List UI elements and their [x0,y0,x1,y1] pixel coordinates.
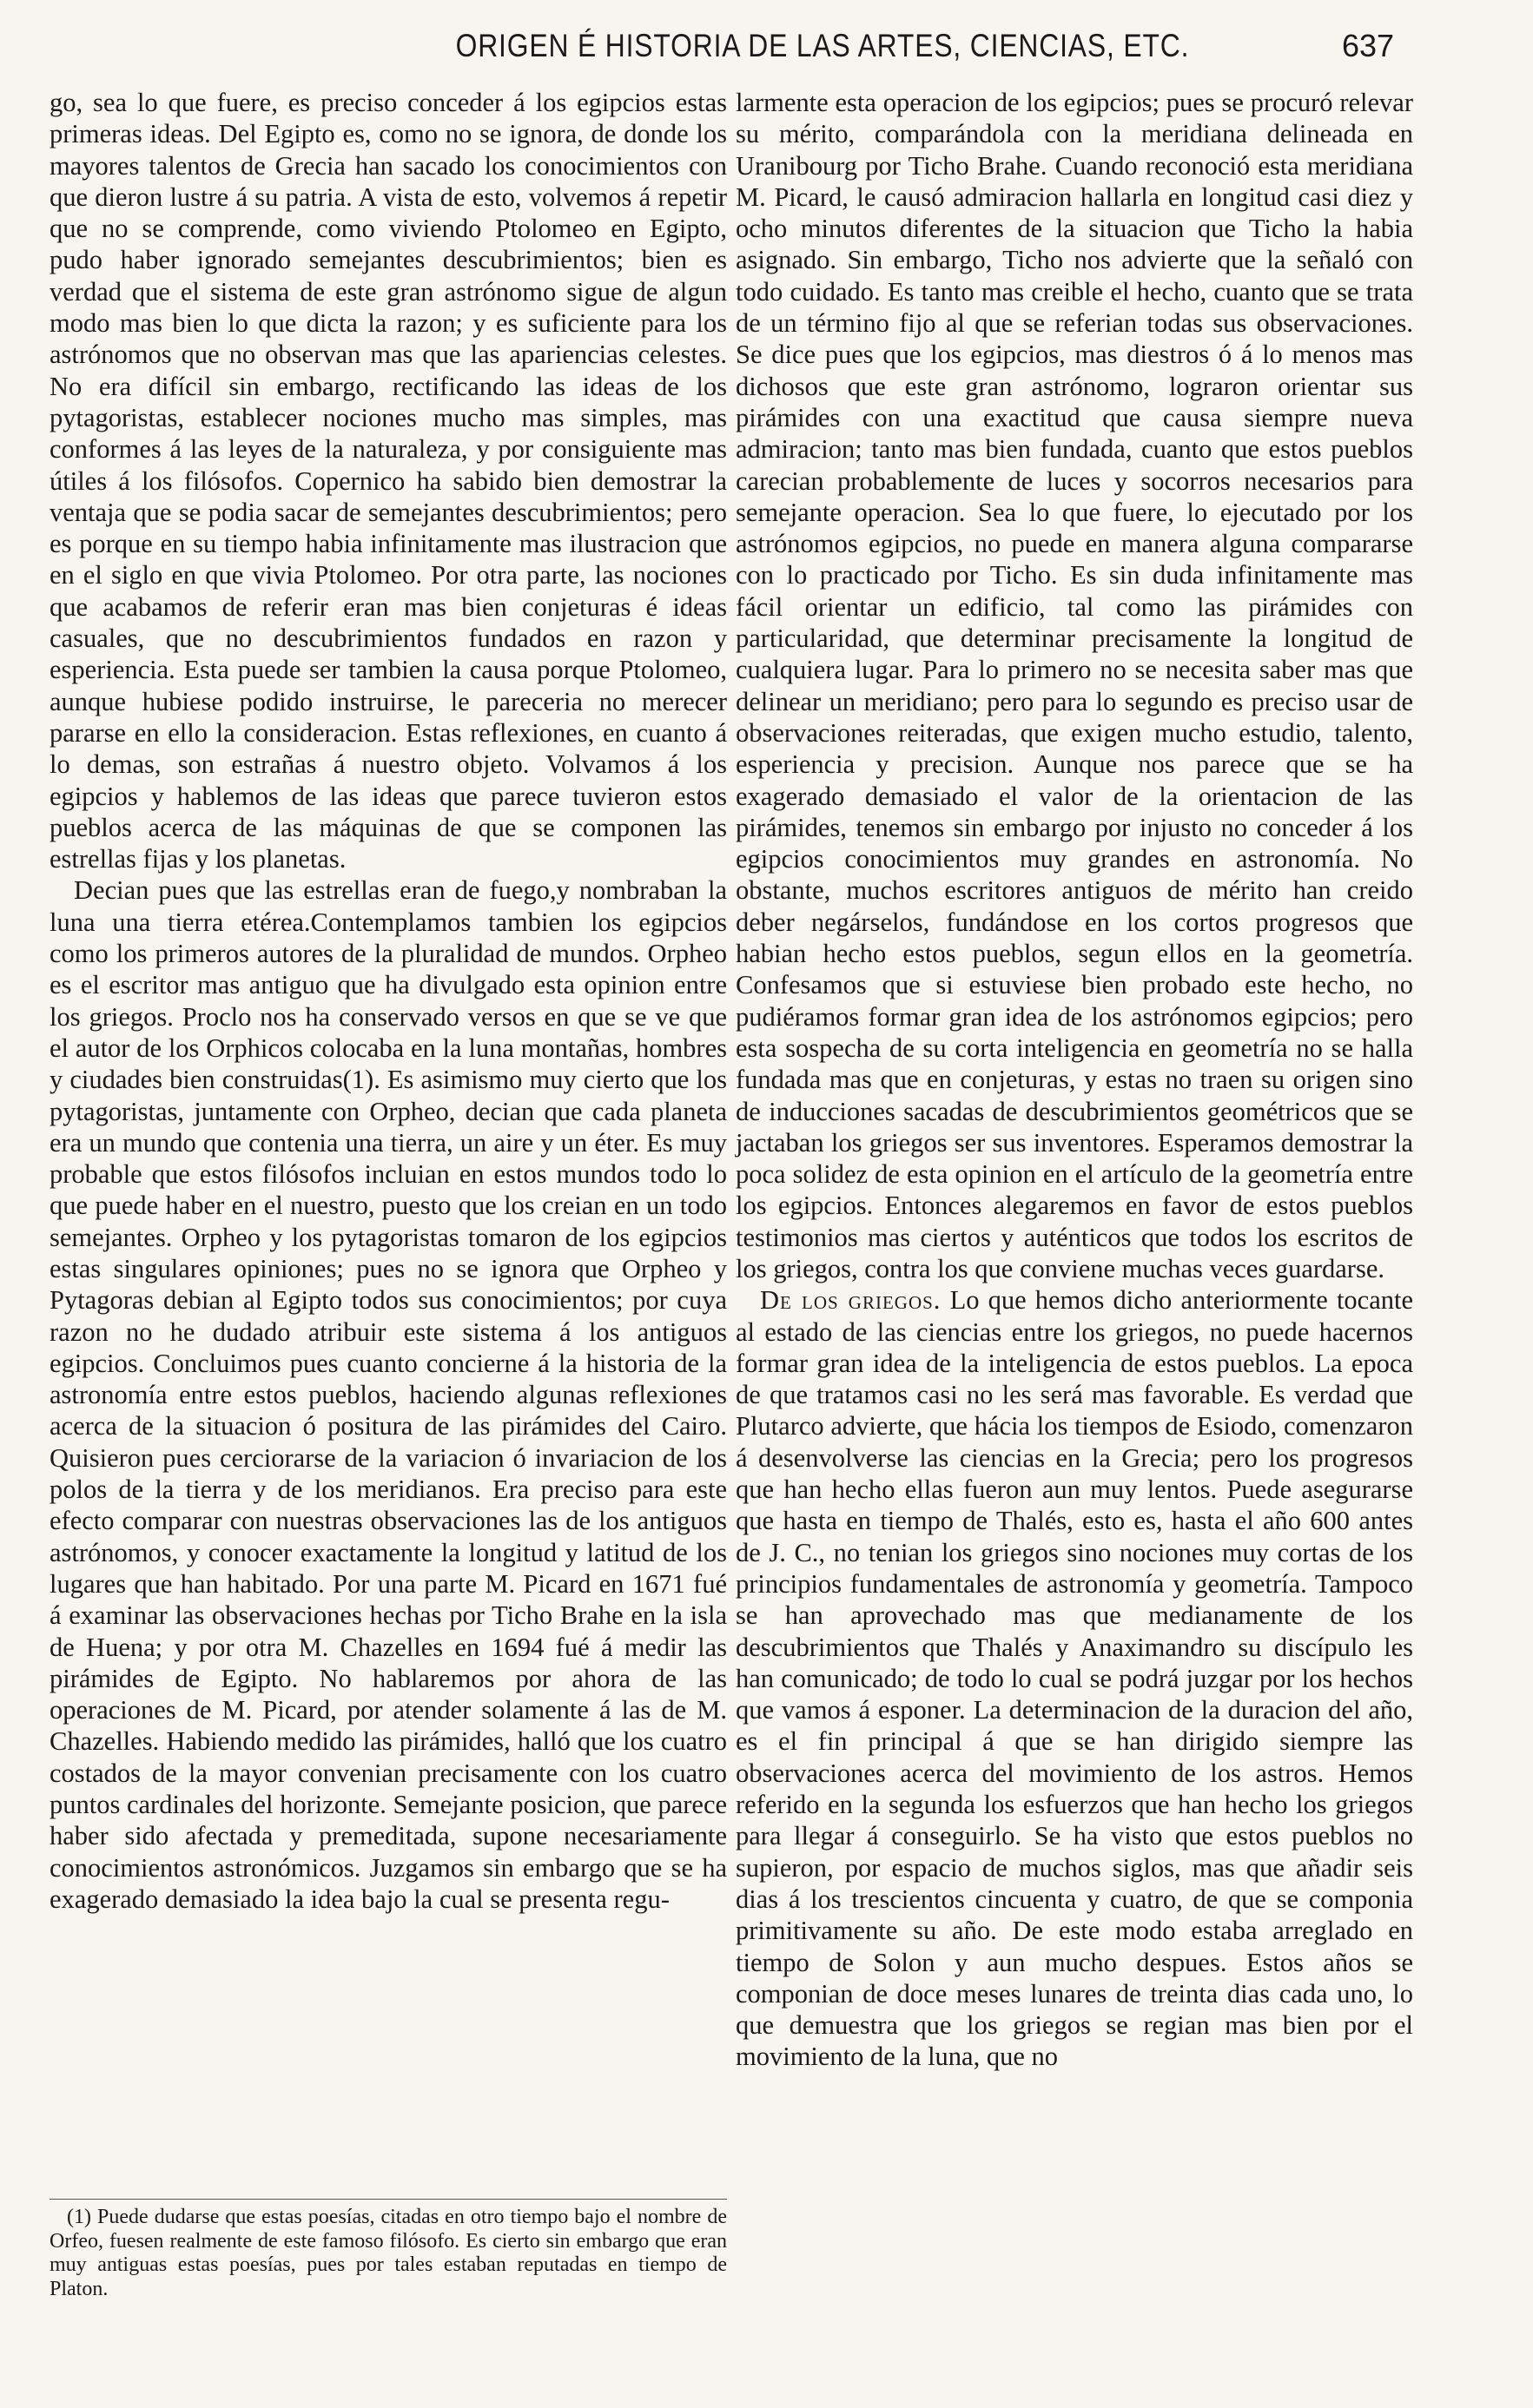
page-number: 637 [1342,28,1395,63]
right-column [736,87,1413,2073]
page-header [0,28,1533,80]
paragraph: go, sea lo que fuere, es preciso conceder á los egipcios estas primeras ideas. Del Egipto es, como no se ignora, de donde los mayores talentos de Grecia han sacado los conocimientos con que dieron lustre á su patria. A vista de esto, volvemos á repetir que no se comprende, como viviendo Ptolomeo en Egipto, pudo haber ignorado semejantes descubrimientos; bien es verdad que el sistema de este gran astrónomo sigue de algun modo mas bien lo que dicta la razon; y es suficiente para los astrónomos que no observan mas que las apariencias celestes. No era difícil sin embargo, rectificando las ideas de los pytagoristas, establecer nociones mucho mas simples, mas conformes á las leyes de la naturaleza, y por consiguiente mas útiles á los filósofos. Copernico ha sabido bien demostrar la ventaja que se podia sacar de semejantes descubrimientos; pero es porque en su tiempo habia infinitamente mas ilustracion que en el siglo en que vivia Ptolomeo. Por otra parte, las nociones que acabamos de referir eran mas bien conjeturas é ideas casuales, que no descubrimientos fundados en razon y esperiencia. Esta puede ser tambien la causa porque Ptolomeo, aunque hubiese podido instruirse, le pareceria no merecer pararse en ello la consideracion. Estas reflexiones, en cuanto á lo demas, son estrañas á nuestro objeto. Volvamos á los egipcios y hablemos de las ideas que parece tuvieron estos pueblos acerca de las máquinas de que se componen las estrellas fijas y los planetas. [50,88,727,874]
paragraph: larmente esta operacion de los egipcios; pues se procuró relevar su mérito, comparándola con la meridiana delineada en Uranibourg por Ticho Brahe. Cuando reconoció esta meridiana M. Picard, le causó admiracion hallarla en longitud casi diez y ocho minutos diferentes de la situacion que Ticho la habia asignado. Sin embargo, Ticho nos advierte que la señaló con todo cuidado. Es tanto mas creible el hecho, cuanto que se trata de un término fijo al que se referian todas sus observaciones. Se dice pues que los egipcios, mas diestros ó á lo menos mas dichosos que este gran astrónomo, lograron orientar sus pirámides con una exactitud que causa siempre nueva admiracion; tanto mas bien fundada, cuanto que estos pueblos carecian probablemente de luces y socorros necesarios para semejante operacion. Sea lo que fuere, lo ejecutado por los astrónomos egipcios, no puede en manera alguna compararse con lo practicado por Ticho. Es sin duda infinitamente mas fácil orientar un edificio, tal como las pirámides con particularidad, que determinar precisamente la longitud de cualquiera lugar. Para lo primero no se necesita saber mas que delinear un meridiano; pero para lo segundo es preciso usar de observaciones reiteradas, que exigen mucho estudio, talento, esperiencia y precision. Aunque nos parece que se ha exagerado demasiado el valor de la orientacion de las pirámides, tenemos sin embargo por injusto no conceder á los egipcios conocimientos muy grandes en astronomía. No obstante, muchos escritores antiguos de mérito han creido deber negárselos, fundándose en los cortos progresos que habian hecho estos pueblos, segun ellos en la geometría. Confesamos que si estuviese bien probado este hecho, no pudiéramos formar gran idea de los astrónomos egipcios; pero esta sospecha de su corta inteligencia en geometría no se halla fundada mas que en conjeturas, y estas no traen su origen sino de inducciones sacadas de descubrimientos geométricos que se jactaban los griegos ser sus inventores. Esperamos demostrar la poca solidez de esta opinion en el artículo de la geometría entre los egipcios. Entonces alegaremos en favor de estos pueblos testimonios mas ciertos y auténticos que todos los escritos de los griegos, contra los que conviene muchas veces guardarse. [736,88,1413,1283]
section-heading: De los griegos. [760,1285,942,1316]
left-column [50,87,727,1915]
footnote-divider [50,2199,727,2200]
section-text: Lo que hemos dicho anteriormente tocante al estado de las ciencias entre los griegos, no puede hacernos formar gran idea de la inteligencia de estos pueblos. La epoca de que tratamos casi no les será mas favorable. Es verdad que Plutarco advierte, que hácia los tiempos de Esiodo, comenzaron á desenvolverse las ciencias en la Grecia; pero los progresos que han hecho ellas fueron aun muy lentos. Puede asegurarse que hasta en tiempo de Thalés, esto es, hasta el año 600 antes de J. C., no tenian los griegos sino nociones muy cortas de los principios fundamentales de astronomía y geometría. Tampoco se han aprovechado mas que medianamente de los descubrimientos que Thalés y Anaximandro su discípulo les han comunicado; de todo lo cual se podrá juzgar por los hechos que vamos á esponer. La determinacion de la duracion del año, es el fin principal á que se han dirigido siempre las observaciones acerca del movimiento de los astros. Hemos referido en la segunda los esfuerzos que han hecho los griegos para llegar á conseguirlo. Se ha visto que estos pueblos no supieron, por espacio de muchos siglos, mas que añadir seis dias á los trescientos cincuenta y cuatro, de que se componia primitivamente su año. De este modo estaba arreglado en tiempo de Solon y aun mucho despues. Estos años se componian de doce meses lunares de treinta dias cada uno, lo que demuestra que los griegos se regian mas bien por el movimiento de la luna, que no [736,1285,1413,2072]
running-title: ORIGEN É HISTORIA DE LAS ARTES, CIENCIAS, ETC. [455,28,1190,63]
paragraph: Decian pues que las estrellas eran de fuego,y nombraban la luna una tierra etérea.Contemplamos tambien los egipcios como los primeros autores de la pluralidad de mundos. Orpheo es el escritor mas antiguo que ha divulgado esta opinion entre los griegos. Proclo nos ha conservado versos en que se ve que el autor de los Orphicos colocaba en la luna montañas, hombres y ciudades bien construidas(1). Es asimismo muy cierto que los pytagoristas, juntamente con Orpheo, decian que cada planeta era un mundo que contenia una tierra, un aire y un éter. Es muy probable que estos filósofos incluian en estos mundos todo lo que puede haber en el nuestro, puesto que los creian en un todo semejantes. Orpheo y los pytagoristas tomaron de los egipcios estas singulares opiniones; pues no se ignora que Orpheo y Pytagoras debian al Egipto todos sus conocimientos; por cuya razon no he dudado atribuir este sistema á los antiguos egipcios. Concluimos pues cuanto concierne á la historia de la astronomía entre estos pueblos, haciendo algunas reflexiones acerca de la situacion ó positura de las pirámides del Cairo. Quisieron pues cerciorarse de la variacion ó invariacion de los polos de la tierra y de los meridianos. Era preciso para este efecto comparar con nuestras observaciones las de los antiguos astrónomos, y conocer exactamente la longitud y latitud de los lugares que han habitado. Por una parte M. Picard en 1671 fué á examinar las observaciones hechas por Ticho Brahe en la isla de Huena; y por otra M. Chazelles en 1694 fué á medir las pirámides de Egipto. No hablaremos por ahora de las operaciones de M. Picard, por atender solamente á las de M. Chazelles. Habiendo medido las pirámides, halló que los cuatro costados de la mayor convenian precisamente con los cuatro puntos cardinales del horizonte. Semejante posicion, que parece haber sido afectada y premeditada, supone necesariamente conocimientos astronómicos. Juzgamos sin embargo que se ha exagerado demasiado la idea bajo la cual se presenta regu- [50,875,728,1914]
section-paragraph [736,1284,1413,2072]
footnote: (1) Puede dudarse que estas poesías, citadas en otro tiempo bajo el nombre de Orfeo, fuesen realmente de este famoso filósofo. Es cierto sin embargo que eran muy antiguas estas poesías, pues por tales estaban reputadas en tiempo de Platon. [50,2206,727,2300]
footnotes [50,2206,727,2301]
